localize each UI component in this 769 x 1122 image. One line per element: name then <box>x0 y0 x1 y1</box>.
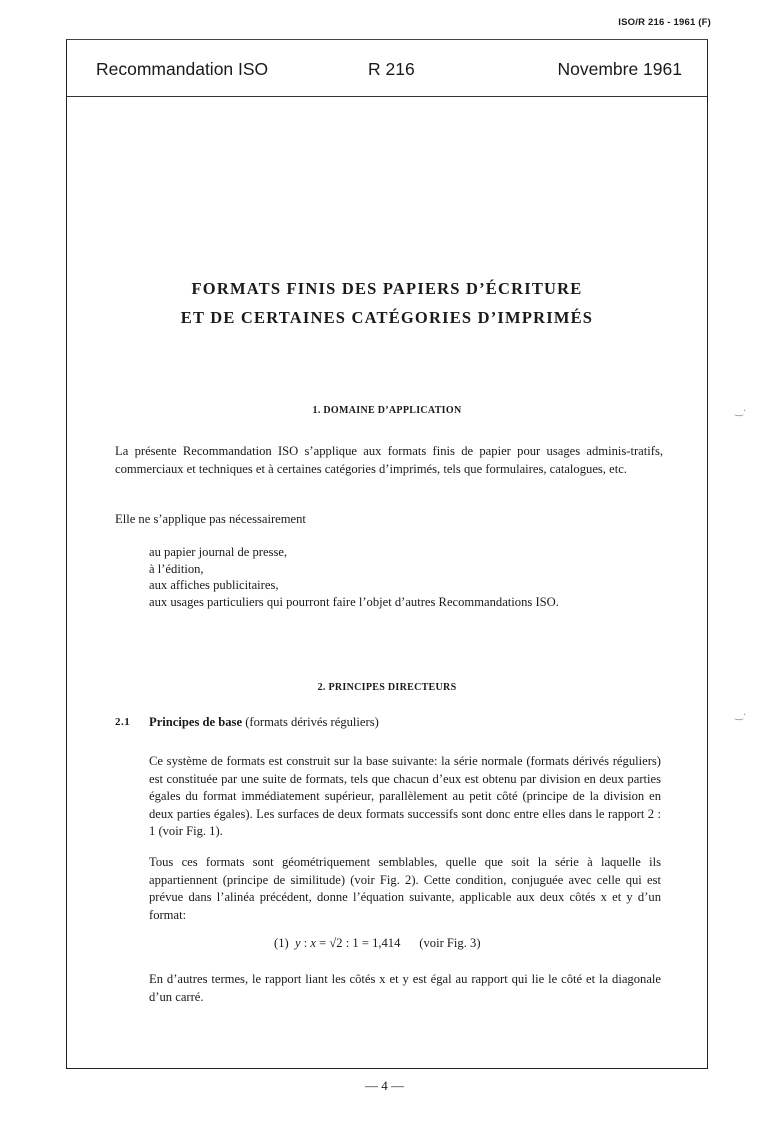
header-number: R 216 <box>368 59 415 79</box>
equation-expression: = √2 : 1 = 1,414 <box>315 936 401 950</box>
subsection-heading <box>149 715 379 730</box>
document-reference: ISO/R 216 - 1961 (F) <box>618 17 711 28</box>
list-item: aux affiches publicitaires, <box>149 578 279 592</box>
section-1-paragraph-2: Elle ne s’applique pas nécessairement <box>115 512 306 526</box>
exclusion-list <box>149 544 559 610</box>
section-2-paragraph-3: En d’autres termes, le rapport liant les côtés x et y est égal au rapport qui lie le côté et la diagonale d’un carré. <box>149 972 661 1004</box>
subsection-title: Principes de base <box>149 715 243 729</box>
list-item: aux usages particuliers qui pourront faire l’objet d’autres Recommandations ISO. <box>149 594 559 609</box>
document-title-line-2: ET DE CERTAINES CATÉGORIES D’IMPRIMÉS <box>180 308 594 327</box>
list-item: au papier journal de presse, <box>149 545 288 559</box>
section-2-heading: 2. PRINCIPES DIRECTEURS <box>317 682 457 693</box>
section-2-paragraph-2: Tous ces formats sont géométriquement semblables, quelle que soit la série à laquelle ils appartiennent (principe de similitude) (voir Fig. 2). Cette condition, conjuguée avec celle qui est prévue dans l’alinéa précédent, donne l’équation suivante, applicable aux deux côtés x et y d’un format: <box>149 855 661 922</box>
equation-number: (1) <box>274 936 289 950</box>
page-frame <box>66 39 708 1069</box>
subsection-note: (formats dérivés réguliers) <box>245 715 379 729</box>
equation-separator: : <box>300 936 311 950</box>
document-title-line-1: FORMATS FINIS DES PAPIERS D’ÉCRITURE <box>191 279 583 298</box>
header-date: Novembre 1961 <box>557 59 682 79</box>
equation-var-y: y <box>294 936 301 950</box>
section-2-paragraph-1: Ce système de formats est construit sur la base suivante: la série normale (formats dérivés réguliers) est constituée par une suite de formats, tels que chacun d’eux est obtenu par division en deux parties égales du format immédiatement supérieur, parallèlement au petit côté (principe de la division en deux parties égales). Les surfaces de deux formats successifs sont donc entre elles dans le rapport 2 : 1 (voir Fig. 1). <box>149 754 661 838</box>
subsection-number: 2.1 <box>115 716 131 728</box>
list-item: à l’édition, <box>149 561 204 576</box>
equation <box>274 936 481 951</box>
section-1-paragraph-1: La présente Recommandation ISO s’applique aux formats finis de papier pour usages adminis-tratifs, commerciaux et techniques et à certaines catégories d’imprimés, tels que formulaires, catalogues, etc. <box>115 444 663 476</box>
equation-reference: (voir Fig. 3) <box>419 936 481 950</box>
scan-mark: ‿· <box>735 710 747 721</box>
header-recommendation: Recommandation ISO <box>96 59 269 79</box>
header-row <box>67 40 707 97</box>
section-1-heading: 1. DOMAINE D’APPLICATION <box>312 405 462 416</box>
scan-mark: ‿· <box>735 406 747 417</box>
equation-var-x: x <box>310 936 316 950</box>
page-number: — 4 — <box>365 1078 404 1093</box>
